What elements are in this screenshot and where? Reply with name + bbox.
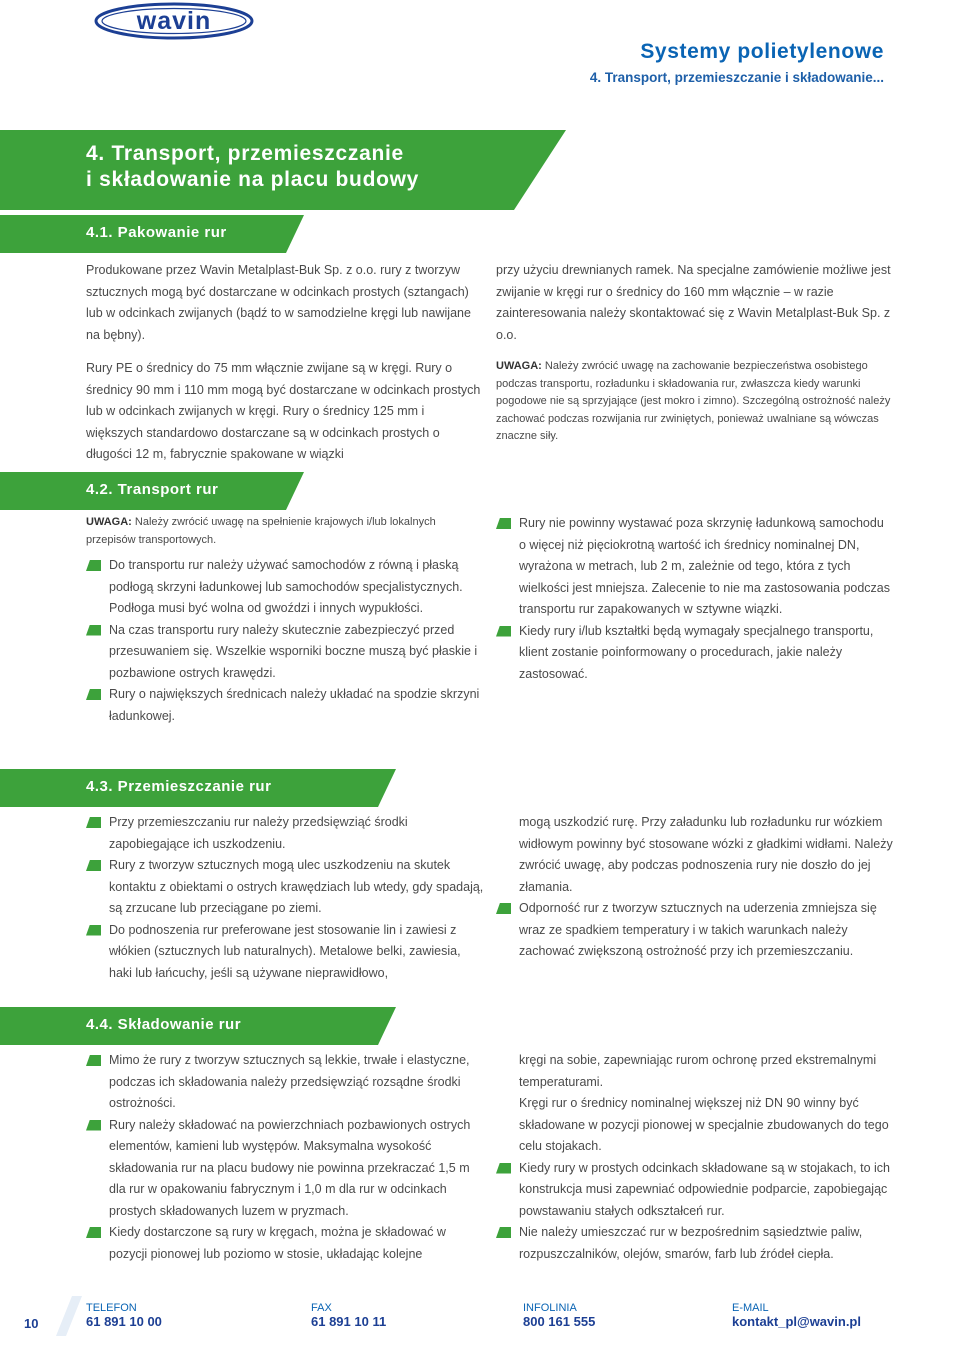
bullet-icon <box>496 1227 511 1238</box>
chapter-title-line2: i składowanie na placu budowy <box>86 168 420 191</box>
phone-number[interactable]: 61 891 10 00 <box>86 1314 162 1329</box>
warning-label: UWAGA: <box>86 516 132 528</box>
bullet-icon <box>496 518 511 529</box>
bullet-icon <box>86 689 101 700</box>
section-title-4-3: 4.3. Przemieszczanie rur <box>86 778 272 795</box>
list-item-continued: mogą uszkodzić rurę. Przy załadunku lub rozładunku rur wózkiem widłowym powinny być stosowane wózki z gładkimi widłami. Należy zwrócić uwagę, aby podczas podnoszenia rury nie doszło do jej złamania. <box>519 815 893 894</box>
section-4-1-right-column <box>496 260 894 446</box>
phone-label: TELEFON <box>86 1302 137 1314</box>
bullet-list <box>86 555 484 727</box>
section-title-4-4: 4.4. Składowanie rur <box>86 1016 242 1033</box>
list-item: Do podnoszenia rur preferowane jest stosowanie lin i zawiesi z włókien (sztucznych lub naturalnych). Metalowe belki, zawiesia, haki lub łańcuchy, jeśli są używane nieprawidłowo, <box>86 920 484 985</box>
paragraph: przy użyciu drewnianych ramek. Na specjalne zamówienie możliwe jest zwijanie w kręgi rur o średnicy do 160 mm włącznie – w razie zainteresowania należy skontaktować się z Wavin Metalplast-Buk Sp. z o.o. <box>496 263 891 342</box>
bullet-icon <box>86 1120 101 1131</box>
fax-label: FAX <box>311 1302 332 1314</box>
chapter-title-line1: 4. Transport, przemieszczanie <box>86 142 404 165</box>
bullet-icon <box>86 817 101 828</box>
hotline-label: INFOLINIA <box>523 1302 577 1314</box>
section-4-1-left-column <box>86 260 484 478</box>
warning-text: Należy zwrócić uwagę na zachowanie bezpieczeństwa osobistego podczas transportu, rozładunku i składowania rur, zwłaszcza kiedy warunki pogodowe nie są sprzyjające (jest mokro i zimno). Szczególną ostrożność należy zachować podczas rozwijania rur zwiniętych, ponieważ uwalniane są wówczas znaczne siły. <box>496 360 891 442</box>
section-4-2-left-column <box>86 514 484 727</box>
paragraph: Produkowane przez Wavin Metalplast-Buk Sp. z o.o. rury z tworzyw sztucznych mogą być dostarczane w odcinkach prostych (sztangach) lub w odcinkach zwijanych (bądź to w samodzielne kręgi lub nawijane na bębny). <box>86 263 471 342</box>
section-4-4-right-column <box>496 1050 894 1265</box>
header-subtitle: 4. Transport, przemieszczanie i składowanie... <box>589 70 884 85</box>
list-item: Rury należy składować na powierzchniach pozbawionych ostrych elementów, kamieni lub występów. Maksymalna wysokość składowania rur na placu budowy nie powinna przekraczać 1,5 m dla rur w opakowaniu fabrycznym i 1,0 m dla rur w odcinkach prostych składowanych luzem w pryzmach. <box>86 1115 484 1223</box>
section-title-4-1: 4.1. Pakowanie rur <box>86 224 227 241</box>
hotline-number[interactable]: 800 161 555 <box>523 1314 596 1329</box>
header-title: Systemy polietylenowe <box>640 40 884 63</box>
list-item-continued: Kręgi rur o średnicy nominalnej większej niż DN 90 winny być składowane w pozycji pionowej w specjalnie zbudowanych do tego celu stojakach. <box>519 1096 889 1153</box>
list-item: Rury nie powinny wystawać poza skrzynię ładunkową samochodu o więcej niż pięciokrotną wartość ich średnicy nominalnej DN, wyrażona w metrach, lub 2 m, zależnie od tego, która z tych wielkości jest mniejsza. Zalecenie to nie ma zastosowania podczas transportu rur zapakowanych w sztywne wiązki. <box>496 513 894 621</box>
paragraph: Rury PE o średnicy do 75 mm włącznie zwijane są w kręgi. Rury o średnicy 90 mm i 110 mm mogą być dostarczane w odcinkach prostych lub w odcinkach zwijanych w kręgi. Rury o średnicy 125 mm i większych standardowo dostarczane są w odcinkach prostych o długości 12 m, fabrycznie spakowane w wiązki <box>86 361 481 461</box>
bullet-list <box>86 1050 484 1265</box>
list-item: Kiedy rury i/lub kształtki będą wymagały specjalnego transportu, klient zostanie poinformowany o procedurach, jakie należy zastosować. <box>496 621 894 686</box>
bullet-list <box>496 1050 894 1265</box>
bullet-icon <box>86 925 101 936</box>
warning-text: Należy zwrócić uwagę na spełnienie krajowych i/lub lokalnych przepisów transportowych. <box>86 516 436 546</box>
list-item: Przy przemieszczaniu rur należy przedsięwziąć środki zapobiegające ich uszkodzeniu. <box>86 812 484 855</box>
bullet-icon <box>496 903 511 914</box>
list-item-continued: kręgi na sobie, zapewniając rurom ochronę przed ekstremalnymi temperaturami. <box>519 1053 877 1089</box>
list-item: Odporność rur z tworzyw sztucznych na uderzenia zmniejsza się wraz ze spadkiem temperatury i w takich warunkach należy zachować zwiększoną ostrożność przy ich przemieszczaniu. <box>496 898 894 963</box>
svg-text:wavin: wavin <box>136 7 212 35</box>
section-4-3-right-column <box>496 812 894 963</box>
list-item: Do transportu rur należy używać samochodów z równą i płaską podłogą skrzyni ładunkowej lub samochodów specjalistycznych. Podłoga musi być wolna od gwoździ i innych wypukłości. <box>86 555 484 620</box>
section-4-4-left-column <box>86 1050 484 1265</box>
warning-note <box>86 514 484 549</box>
bullet-icon <box>496 1163 511 1174</box>
bullet-icon <box>86 560 101 571</box>
list-item: Mimo że rury z tworzyw sztucznych są lekkie, trwałe i elastyczne, podczas ich składowania należy przedsięwziąć rozsądne środki ostrożności. <box>86 1050 484 1115</box>
list-item: Nie należy umieszczać rur w bezpośrednim sąsiedztwie paliw, rozpuszczalników, olejów, smarów, farb lub źródeł ciepła. <box>496 1222 894 1265</box>
list-item: Na czas transportu rury należy skutecznie zabezpieczyć przed przesuwaniem się. Wszelkie wsporniki boczne muszą być płaskie i pozbawione ostrych krawędzi. <box>86 620 484 685</box>
fax-number: 61 891 10 11 <box>311 1314 387 1329</box>
bullet-list <box>496 513 894 685</box>
section-title-4-2: 4.2. Transport rur <box>86 481 219 498</box>
email-label: E-MAIL <box>732 1302 769 1314</box>
warning-label: UWAGA: <box>496 360 542 372</box>
bullet-icon <box>86 860 101 871</box>
list-item: Kiedy dostarczone są rury w kręgach, można je składować w pozycji pionowej lub poziomo w stosie, układając kolejne <box>86 1222 484 1265</box>
page-number: 10 <box>24 1316 39 1331</box>
bullet-list <box>86 812 484 984</box>
wavin-logo <box>94 2 254 40</box>
list-item: Kiedy rury w prostych odcinkach składowane są w stojakach, to ich konstrukcja musi zapewniać odpowiednie podparcie, zapobiegając powstawaniu stałych odkształceń rur. <box>496 1158 894 1223</box>
email-link[interactable]: kontakt_pl@wavin.pl <box>732 1314 861 1329</box>
bullet-icon <box>86 625 101 636</box>
section-4-3-left-column <box>86 812 484 984</box>
bullet-icon <box>86 1227 101 1238</box>
warning-note <box>496 358 894 446</box>
section-4-2-right-column <box>496 513 894 685</box>
bullet-list <box>496 812 894 963</box>
list-item: Rury o największych średnicach należy układać na spodzie skrzyni ładunkowej. <box>86 684 484 727</box>
bullet-icon <box>86 1055 101 1066</box>
bullet-icon <box>496 626 511 637</box>
list-item: Rury z tworzyw sztucznych mogą ulec uszkodzeniu na skutek kontaktu z obiektami o ostrych krawędziach lub wtedy, gdy spadają, są zrzucane lub przeciągane po ziemi. <box>86 855 484 920</box>
